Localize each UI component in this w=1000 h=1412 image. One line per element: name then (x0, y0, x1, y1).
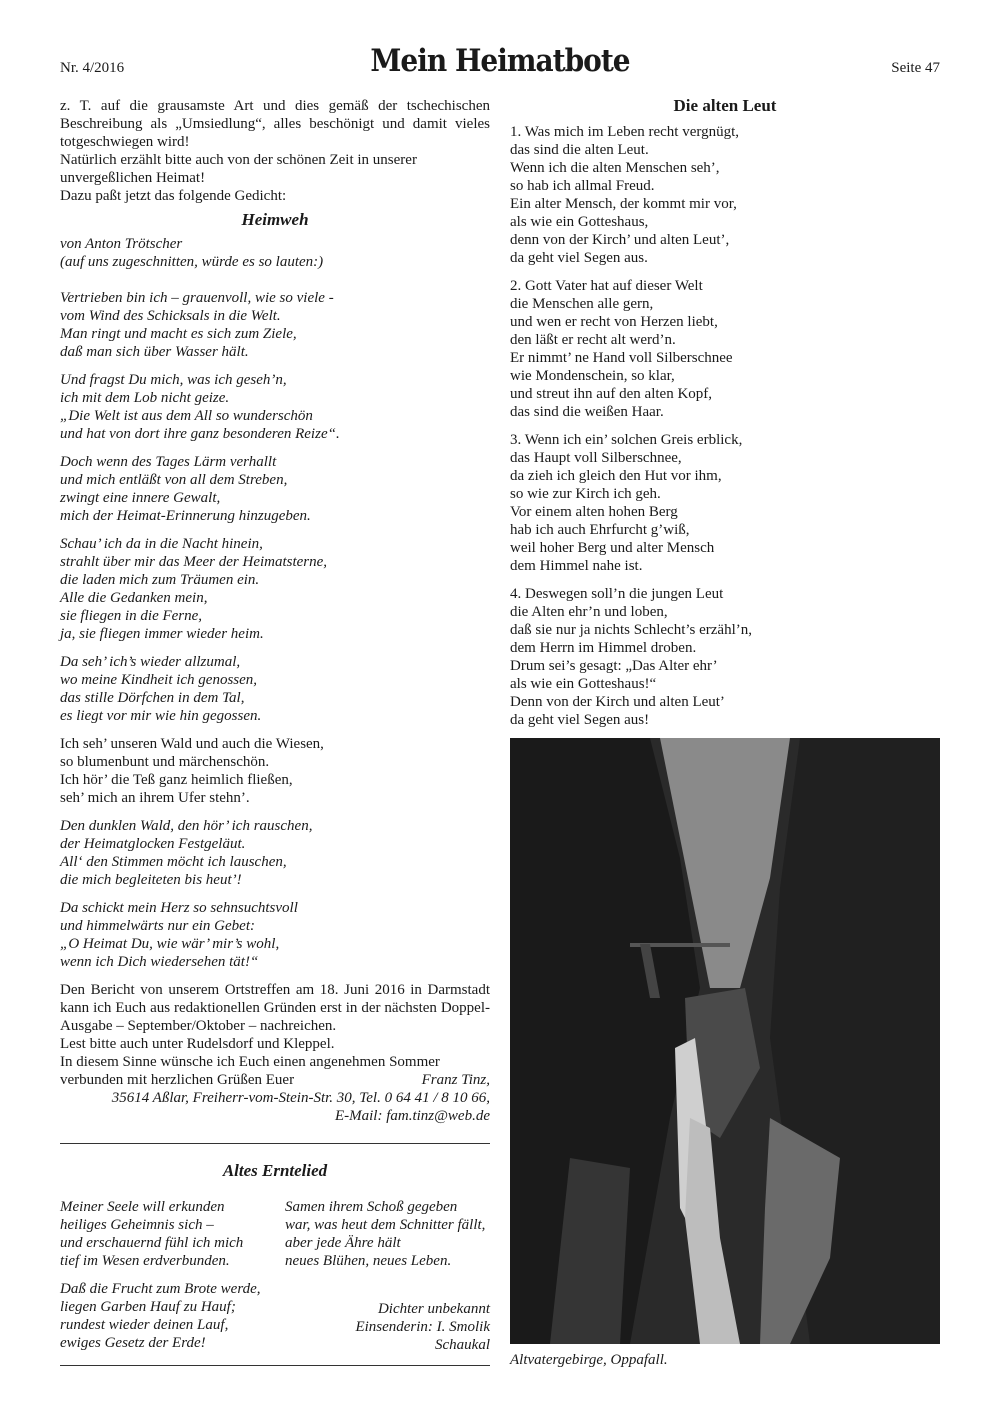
masthead-logo: Mein Heimatbote (370, 42, 630, 79)
poem-line: Doch wenn des Tages Lärm verhallt (60, 454, 277, 470)
poem-line: da geht viel Segen aus. (510, 250, 648, 266)
poem-line: so wie zur Kirch ich geh. (510, 486, 661, 502)
poem-line: so blumenbunt und märchenschön. (60, 754, 270, 770)
poem-line: und himmelwärts nur ein Gebet: (60, 918, 255, 934)
poem-line: neues Blühen, neues Leben. (285, 1253, 452, 1269)
poem-stanza (60, 289, 490, 361)
poem-line: Denn von der Kirch und alten Leut’ (510, 694, 725, 710)
credit-line: Dichter unbekannt (377, 1301, 490, 1317)
poem-stanza (60, 899, 490, 971)
poem-title: Die alten Leut (673, 96, 777, 115)
poem-line: Wenn ich die alten Menschen seh’, (510, 160, 720, 176)
poem-line: 4. Deswegen soll’n die jungen Leut (510, 586, 724, 602)
erntelied-credits (285, 1300, 490, 1354)
poem-line: als wie ein Gotteshaus, (510, 214, 649, 230)
poem-line: den läßt er recht alt werd’n. (510, 332, 676, 348)
poem-line: Und fragst Du mich, was ich geseh’n, (60, 372, 287, 388)
waterfall-illustration (510, 738, 940, 1344)
poem-line: Meiner Seele will erkunden (60, 1199, 225, 1215)
poem-line: da geht viel Segen aus! (510, 712, 650, 728)
poem-line: war, was heut dem Schnitter fällt, (285, 1217, 486, 1233)
poem-line: weil hoher Berg und alter Mensch (510, 540, 715, 556)
poem-line: als wie ein Gotteshaus!“ (510, 676, 657, 692)
poem-stanza (60, 817, 490, 889)
poem-line: vom Wind des Schicksals in die Welt. (60, 308, 281, 324)
poem-line: die Alten ehr’n und loben, (510, 604, 668, 620)
erntelied-title: Altes Erntelied (222, 1161, 328, 1180)
poem-line: das stille Dörfchen in dem Tal, (60, 690, 245, 706)
poem-stanza (60, 1280, 265, 1352)
poem-line: All‘ den Stimmen möcht ich lauschen, (60, 854, 287, 870)
poem-line: rundest wieder deinen Lauf, (60, 1317, 229, 1333)
intro-paragraph: z. T. auf die grausamste Art und dies gemäß der tschechischen Beschreibung als „Umsiedlung“, alles beschönigt und damit vieles totgeschwiegen wird! (60, 98, 490, 150)
signature-name: Franz Tinz, (421, 1072, 490, 1088)
poem-line: Drum sei’s gesagt: „Das Alter ehr’ (510, 658, 718, 674)
poem-stanza (510, 431, 940, 575)
photo-caption: Altvatergebirge, Oppafall. (510, 1352, 668, 1368)
intro-paragraph: Natürlich erzählt bitte auch von der schönen Zeit in unserer unvergeßlichen Heimat! (60, 152, 417, 186)
credit-line: Schaukal (435, 1337, 490, 1353)
poem-line: „Die Welt ist aus dem All so wunderschön (60, 408, 313, 424)
poem-line: liegen Garben Hauf zu Hauf; (60, 1299, 236, 1315)
poem-line: Alle die Gedanken mein, (60, 590, 208, 606)
poem-line: Da schickt mein Herz so sehnsuchtsvoll (60, 900, 298, 916)
poem-line: Ich hör’ die Teß ganz heimlich fließen, (60, 772, 293, 788)
poem-line: das sind die weißen Haar. (510, 404, 664, 420)
poem-line: die Menschen alle gern, (510, 296, 654, 312)
poem-line: die laden mich zum Träumen ein. (60, 572, 260, 588)
report-paragraph: Lest bitte auch unter Rudelsdorf und Kleppel. (60, 1036, 335, 1052)
poem-line: „O Heimat Du, wie wär’ mir’s wohl, (60, 936, 280, 952)
issue-number: Nr. 4/2016 (60, 60, 125, 76)
poem-line: 2. Gott Vater hat auf dieser Welt (510, 278, 703, 294)
poem-line: und streut ihn auf den alten Kopf, (510, 386, 713, 402)
poem-stanza (60, 453, 490, 525)
left-column (60, 97, 490, 1125)
poem-line: wie Mondenschein, so klar, (510, 368, 675, 384)
poem-line: 1. Was mich im Leben recht vergnügt, (510, 124, 740, 140)
poem-line: Schau’ ich da in die Nacht hinein, (60, 536, 263, 552)
poem-line: Ein alter Mensch, der kommt mir vor, (510, 196, 737, 212)
poem-line: und erschauernd fühl ich mich (60, 1235, 244, 1251)
poem-line: tief im Wesen erdverbunden. (60, 1253, 230, 1269)
poem-line: zwingt eine innere Gewalt, (60, 490, 221, 506)
poem-line: ewiges Gesetz der Erde! (60, 1335, 206, 1351)
erntelied-left (60, 1198, 265, 1362)
poem-line: mich der Heimat-Erinnerung hinzugeben. (60, 508, 311, 524)
poem-line: hab ich auch Ehrfurcht g’wiß, (510, 522, 690, 538)
poem-line: daß man sich über Wasser hält. (60, 344, 249, 360)
erntelied-section (60, 1162, 490, 1362)
poem-stanza (60, 371, 490, 443)
poem-line: Vertrieben bin ich – grauenvoll, wie so viele - (60, 290, 334, 306)
poem-stanza (60, 735, 490, 807)
poem-line: Daß die Frucht zum Brote werde, (60, 1281, 261, 1297)
poem-line: da zieh ich gleich den Hut vor ihm, (510, 468, 722, 484)
poem-line: es liegt vor mir wie hin gegossen. (60, 708, 262, 724)
signature-email: E-Mail: fam.tinz@web.de (334, 1108, 490, 1124)
poem-title: Heimweh (241, 210, 309, 229)
poem-stanza (285, 1198, 490, 1270)
poem-line: der Heimatglocken Festgeläut. (60, 836, 246, 852)
poem-line: Er nimmt’ ne Hand voll Silberschnee (510, 350, 733, 366)
poem-line: so hab ich allmal Freud. (510, 178, 655, 194)
signature-address: 35614 Aßlar, Freiherr-vom-Stein-Str. 30, Tel. 0 64 41 / 8 10 66, (111, 1090, 490, 1106)
poem-line: das Haupt voll Silberschnee, (510, 450, 682, 466)
poem-line: und hat von dort ihre ganz besonderen Reize“. (60, 426, 340, 442)
waterfall-photo (510, 738, 940, 1344)
poem-stanza (510, 585, 940, 729)
erntelied-columns (60, 1198, 490, 1362)
poem-line: wenn ich Dich wiedersehen tät!“ (60, 954, 259, 970)
poem-line: seh’ mich an ihrem Ufer stehn’. (60, 790, 250, 806)
poem-line: strahlt über mir das Meer der Heimatsterne, (60, 554, 328, 570)
right-column (510, 97, 940, 739)
poem-stanza (510, 123, 940, 267)
poem-author (60, 235, 490, 271)
poem-line: dem Himmel nahe ist. (510, 558, 643, 574)
poem-line: Da seh’ ich’s wieder allzumal, (60, 654, 241, 670)
poem-line: wo meine Kindheit ich genossen, (60, 672, 258, 688)
poem-stanza (60, 535, 490, 643)
poem-line: daß sie nur ja nichts Schlecht’s erzähl’n, (510, 622, 753, 638)
credit-line: Einsenderin: I. Smolik (355, 1319, 490, 1335)
author-line: (auf uns zugeschnitten, würde es so lauten:) (60, 254, 324, 270)
poem-line: ich mit dem Lob nicht geize. (60, 390, 230, 406)
intro-paragraph: Dazu paßt jetzt das folgende Gedicht: (60, 188, 287, 204)
poem-line: und mich entläßt von all dem Streben, (60, 472, 288, 488)
divider-line (60, 1365, 490, 1366)
poem-line: und wen er recht von Herzen liebt, (510, 314, 718, 330)
author-line: von Anton Trötscher (60, 236, 183, 252)
poem-line: das sind die alten Leut. (510, 142, 649, 158)
signature-line (60, 1071, 490, 1089)
report-paragraph: Den Bericht von unserem Ortstreffen am 18. Juni 2016 in Darmstadt kann ich Euch aus redaktionellen Gründen erst in der nächsten Doppel-Ausgabe – September/Oktober – nachreichen. (60, 982, 490, 1034)
closing-greeting: verbunden mit herzlichen Grüßen Euer (60, 1072, 295, 1088)
poem-line: Vor einem alten hohen Berg (510, 504, 678, 520)
erntelied-right (285, 1198, 490, 1362)
poem-line: Samen ihrem Schoß gegeben (285, 1199, 458, 1215)
poem-line: aber jede Ähre hält (285, 1235, 401, 1251)
closing-line: In diesem Sinne wünsche ich Euch einen angenehmen Sommer (60, 1054, 440, 1070)
poem-line: ja, sie fliegen immer wieder heim. (60, 626, 264, 642)
poem-line: Den dunklen Wald, den hör’ ich rauschen, (60, 818, 313, 834)
poem-line: 3. Wenn ich ein’ solchen Greis erblick, (510, 432, 743, 448)
poem-line: Ich seh’ unseren Wald und auch die Wiesen, (60, 736, 324, 752)
poem-stanza (60, 1198, 265, 1270)
poem-line: Man ringt und macht es sich zum Ziele, (60, 326, 297, 342)
poem-line: heiliges Geheimnis sich – (60, 1217, 214, 1233)
page-number: Seite 47 (891, 60, 940, 76)
divider-line (60, 1143, 490, 1144)
poem-line: dem Herrn im Himmel droben. (510, 640, 697, 656)
poem-line: sie fliegen in die Ferne, (60, 608, 203, 624)
poem-line: die mich begleiteten bis heut’! (60, 872, 242, 888)
poem-stanza (510, 277, 940, 421)
poem-line: denn von der Kirch’ und alten Leut’, (510, 232, 730, 248)
poem-stanza (60, 653, 490, 725)
